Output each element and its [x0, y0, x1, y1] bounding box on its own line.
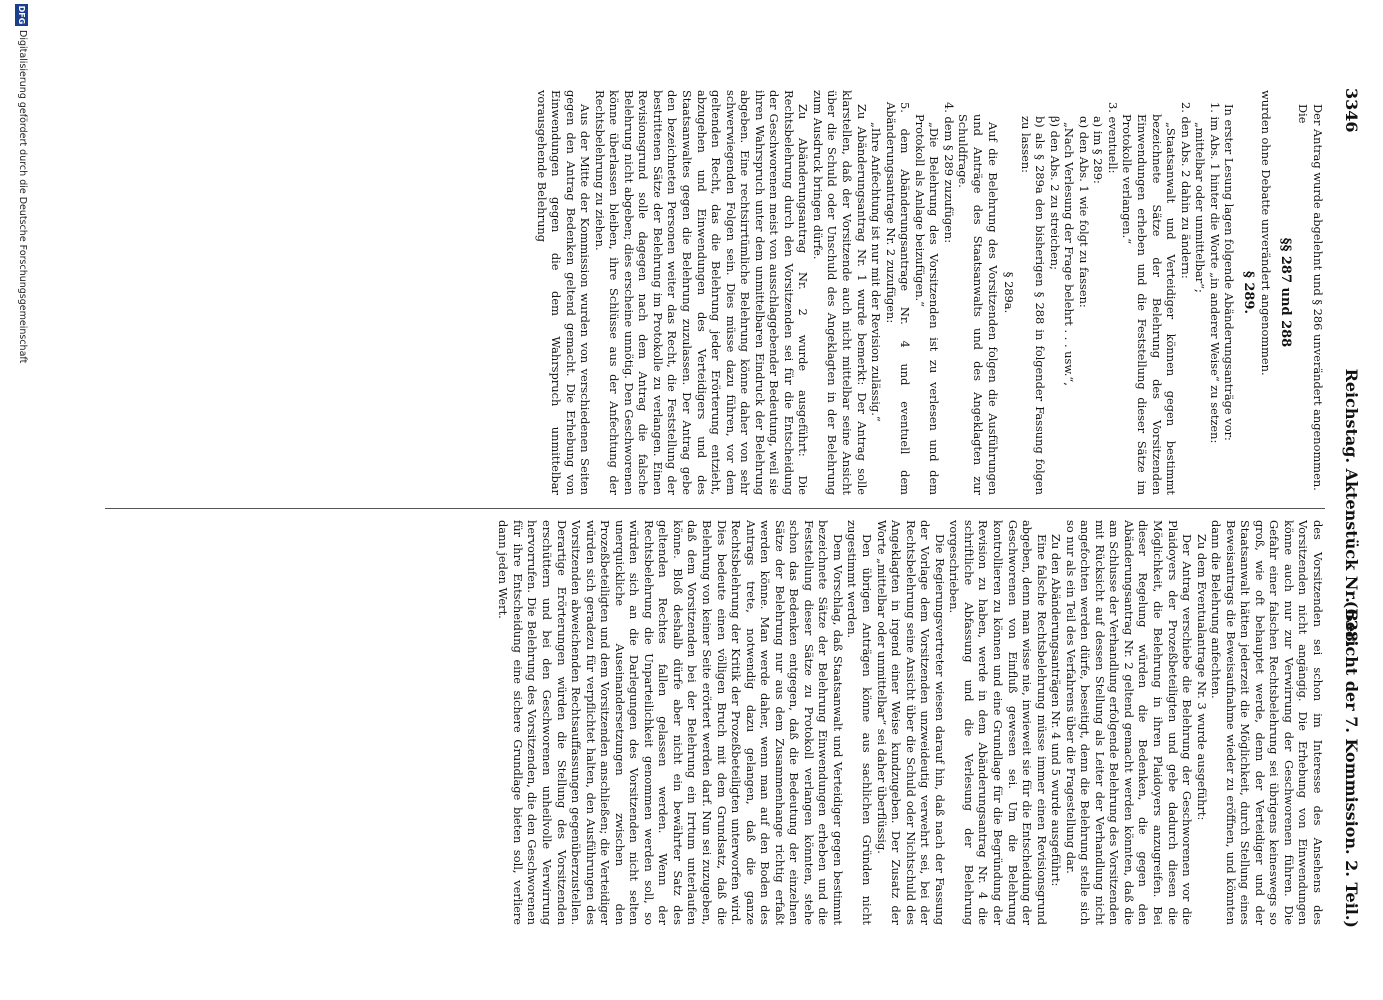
paragraph: 1. im Abs. 1 hinter die Worte „in anderer Weise“ zu setzen: — [1207, 102, 1222, 444]
paragraph: Zu Abänderungsantrag Nr. 1 wurde bemerkt: Der Antrag solle klarstellen, daß der Vorsitzende auch nicht mittelbar seine Ansicht über die Schuld oder Unschuld des Angeklagten in der Belehrung zum Ausdruck bringen dürfe. — [810, 90, 869, 495]
paragraph: Den übrigen Anträgen könne aus sachlichen Gründen nicht zugestimmt werden. — [845, 520, 875, 925]
paragraph: Die — [1296, 104, 1311, 124]
paragraph: „Ihre Anfechtung ist nur mit der Revision zulässig.“ — [869, 122, 884, 422]
paragraph: In erster Lesung lagen folgende Abänderungsanträge vor: — [1222, 104, 1237, 441]
paragraph: Eine falsche Rechtsbelehrung müsse immer einen Revisionsgrund abgeben, denn man wisse nie, inwieweit sie für die Entscheidung der Geschworenen von Einfluß gewesen sei. Um die Belehrung kontrollieren zu können und eine Grundlage für die Begründung der Revision zu haben, werde in dem Abänderungsantrag Nr. 4 die schriftliche Abfassung und die Verlesung der Belehrung vorgeschrieben. — [947, 520, 1049, 925]
page-subtitle: (Bericht der 7. Kommission. 2. Teil.) — [1342, 600, 1361, 928]
paragraph: des Vorsitzenden sei schon im Interesse des Ansehens des Vorsitzenden nicht angängig. Die Erhebung von Einwendungen könne auch nur zur Verwirrung der Geschworenen führen. Die Gefahr einer falschen Rechtsbelehrung sei übrigens keineswegs so groß, wie oft behauptet werde, denn der Verteidiger und der Staatsanwalt hätten jederzeit die Möglichkeit, durch Stellung eines Beweisantrags die Beweisaufnahme wieder zu eröffnen, und könnten dann die Belehrung anfechten. — [1209, 520, 1325, 925]
paragraph: 5. dem Abänderungsantrage Nr. 4 und eventuell dem Abänderungsantrage Nr. 2 zuzufügen: — [883, 102, 913, 495]
digitization-credit — [9, 0, 29, 1000]
credit-text: Digitalisierung gefördert durch die Deutsche Forschungsgemeinschaft — [17, 30, 28, 364]
paragraph: „mittelbar oder unmittelbar“; — [1193, 122, 1208, 293]
paragraph: Zu Abänderungsantrag Nr. 2 wurde ausgeführt: Die Rechtsbelehrung durch den Vorsitzenden sei für die Entscheidung der Geschworenen meist von ausschlaggebender Bedeutung, weil sie ihren Wahrspruch unter dem unmittelbaren Eindruck der Belehrung abgeben. Eine rechtsirrtümliche Belehrung könne daher von sehr schwerwiegenden Folgen sein. Dies müsse dazu führen, vor dem geltenden Recht, das die Belehrung jeder Erörterung entzieht, abzugehen und Einwendungen des Verteidigers und des Staatsanwaltes gegen die Belehrung zuzulassen. Der Antrag gebe den bezeichneten Personen weiter das Recht, die Feststellung der bestrittenen Sätze der Belehrung im Protokolle zu verlangen. Einen Revisionsgrund solle dagegen nach dem Antrag die falsche Belehrung nicht abgeben; dies erscheine unnötig. Den Geschworenen könne überlassen bleiben, ihre Schlüsse aus der Anfechtung der Rechtsbelehrung zu ziehen. — [592, 90, 811, 495]
dfg-logo-icon: DFG — [17, 5, 26, 25]
column-divider — [105, 508, 1325, 509]
text-column-right — [95, 520, 1325, 925]
paragraph: Der Antrag verschiebe die Belehrung der Geschworenen vor die Plaidoyers der Prozeßbeteiligten und gebe dadurch diesen die Möglichkeit, die Belehrung in ihren Plaidoyers anzugreifen. Bei dieser Regelung würden die Bedenken, die gegen den Abänderungsantrag Nr. 2 geltend gemacht werden könnten, daß die am Schlusse der Verhandlung erfolgende Belehrung des Vorsitzenden mit Rücksicht auf dessen Stellung als Leiter der Verhandlung nicht angefochten werden dürfe, beseitigt, denn die Belehrung stelle sich so nur als ein Teil des Verfahrens über die Fragestellung dar. — [1063, 520, 1195, 925]
paragraph: 2. den Abs. 2 dahin zu ändern: — [1178, 102, 1193, 279]
text-column-left — [105, 90, 1325, 495]
paragraph: Zu dem Eventualantrage Nr. 3 wurde ausgeführt: — [1194, 534, 1209, 821]
paragraph: Auf die Belehrung des Vorsitzenden folgen die Ausführungen und Anträge des Staatsanwalts und des Angeklagten zur Schuldfrage. — [956, 114, 1000, 495]
paragraph: a) im § 289: — [1091, 116, 1106, 184]
paragraph: α) den Abs. 1 wie folgt zu fassen: — [1076, 116, 1091, 308]
paragraph: Dem Vorschlag, daß Staatsanwalt und Verteidiger gegen bestimmt bezeichnete Sätze der Belehrung Einwendungen erheben und die Feststellung dieser Sätze zu Protokoll verlangen könnten, stehe schon das Bedenken entgegen, daß die Bedeutung der einzelnen Sätze der Belehrung nur aus dem Zusammenhange richtig erfaßt werden könne. Man werde daher, wenn man auf den Boden des Antrags trete, notwendig dazu gelangen, daß die ganze Rechtsbelehrung der Kritik der Prozeßbeteiligten unterworfen wird. Dies bedeute einen völligen Bruch mit dem Grundsatz, daß die Belehrung von keiner Seite erörtert werden darf. Nun sei zuzugeben, daß dem Vorsitzenden bei der Belehrung ein Irrtum unterlaufen könne. Bloß deshalb dürfe aber nicht ein bewährter Satz des geltenden Rechtes fallen gelassen werden. Wenn der Rechtsbelehrung die Unparteilichkeit genommen werden soll, so würden sich an die Darlegungen des Vorsitzenden nicht selten unerquickliche Auseinandersetzungen zwischen den Prozeßbeteiligten und dem Vorsitzenden anschließen; die Verteidiger würden sich geradezu für verpflichtet halten, den Ausführungen des Vorsitzenden abweichenden Rechtsauffassungen gegenüberzustellen. Derartige Erörterungen würden die Stellung des Vorsitzenden erschüttern und bei den Geschworenen unheilvolle Verwirrung hervorrufen. Die Belehrung des Vorsitzenden, die den Geschworenen für ihre Entscheidung eine sichere Grundlage bieten soll, verliere dann jeden Wert. — [496, 520, 845, 925]
page-title: Reichstag. Aktenstück Nr. 638. — [1342, 368, 1361, 648]
paragraph: b) als § 289a den bisherigen § 288 in folgender Fassung folgen zu lassen: — [1018, 116, 1048, 495]
paragraph: 4. dem § 289 zuzufügen: — [941, 102, 956, 244]
page-number: 3346 — [1342, 88, 1361, 133]
paragraph: „Die Belehrung des Vorsitzenden ist zu verlesen und dem Protokoll als Anlage beizufügen.“ — [912, 114, 942, 495]
paragraph: Zu den Abänderungsanträgen Nr. 4 und 5 wurde ausgeführt: — [1049, 534, 1064, 887]
paragraph: „Staatsanwalt und Verteidiger können gegen bestimmt bezeichnete Sätze der Belehrung des Vorsitzenden Einwendungen erheben und die Feststellung dieser Sätze im Protokolle verlangen.“ — [1120, 114, 1179, 495]
paragraph: β) den Abs. 2 zu streichen; — [1047, 116, 1062, 270]
section-heading: § 289. — [1240, 271, 1256, 314]
paragraph: Aus der Mitte der Kommission wurden von verschiedenen Seiten gegen den Antrag Bedenken geltend gemacht. Die Erhebung von Einwendungen gegen die dem Wahrspruch unmittelbar vorausgehende Belehrung — [534, 90, 593, 495]
section-heading: §§ 287 und 288 — [1277, 237, 1293, 348]
paragraph: § 289a. — [1002, 271, 1017, 314]
paragraph: „Nach Verlesung der Frage belehrt . . . usw.“, — [1062, 122, 1077, 386]
paragraph: 3. eventuell: — [1105, 102, 1120, 174]
paragraph: Der Antrag wurde abgelehnt und § 286 unverändert angenommen. — [1311, 104, 1325, 491]
paragraph: Die Regierungsvertreter wiesen darauf hin, daß nach der Fassung der Vorlage dem Vorsitzenden unzweideutig verwehrt sei, bei der Rechtsbelehrung seine Ansicht über die Schuld oder Nichtschuld des Angeklagten in irgend einer Weise kundzugeben. Der Zusatz der Worte „mittelbar oder unmittelbar“ sei daher überflüssig. — [874, 520, 947, 925]
paragraph: wurden ohne Debatte unverändert angenommen. — [1259, 90, 1274, 376]
page-header — [1337, 88, 1361, 928]
